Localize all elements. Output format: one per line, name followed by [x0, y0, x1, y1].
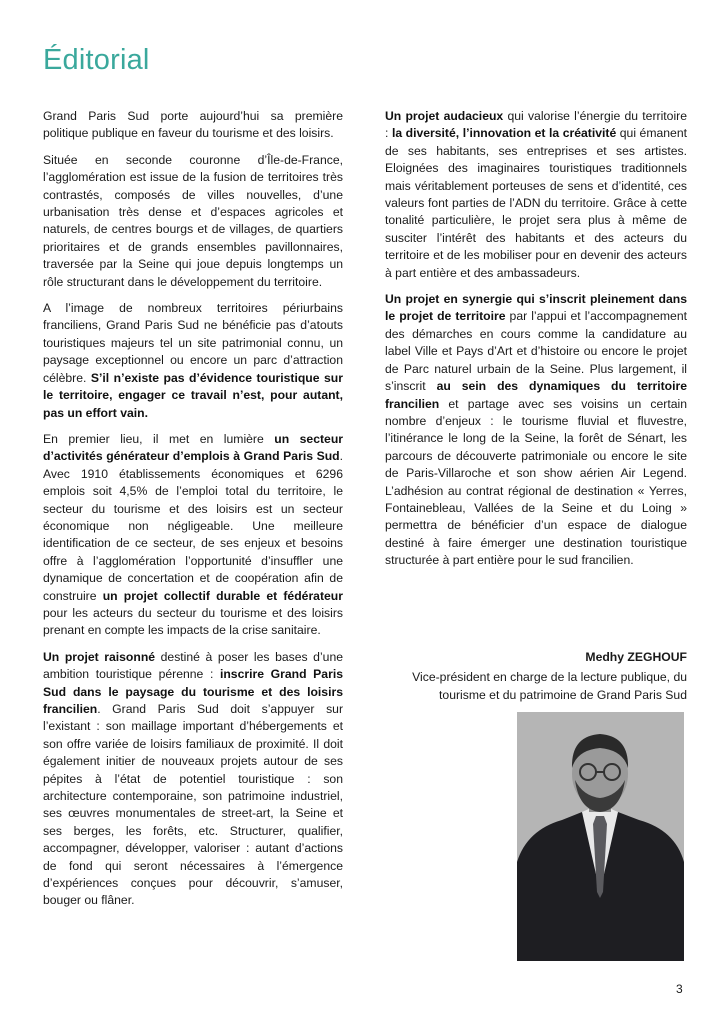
left-column [43, 108, 343, 919]
paragraph: Grand Paris Sud porte aujourd’hui sa première politique publique en faveur du tourisme et des loisirs. [43, 109, 343, 141]
signature-block [385, 648, 687, 704]
page-title: Éditorial [43, 44, 150, 76]
paragraph: Un projet raisonné destiné à poser les bases d’une ambition touristique pérenne : inscrire Grand Paris Sud dans le paysage du tourisme et des loisirs francilien. Grand Paris Sud doit s’appuyer sur l’existant : son maillage important d’hébergements et son offre variée de loisirs familiaux de proximité. Il doit également initier de nouveaux projets autour de ses pépites à l’état de potentiel touristique : son architecture contemporaine, son patrimoine industriel, ses œuvres monumentales de street-art, la Seine et ses berges, les forêts, etc. Structurer, qualifier, accompagner, développer, valoriser : autant d’actions de fond qui seront nécessaires à l’émergence d’expériences conçues pour découvrir, s’amuser, bouger ou flâner. [43, 649, 344, 908]
paragraph: Située en seconde couronne d’Île-de-France, l’agglomération est issue de la fusion de territoires très contrastés, composés de villes nouvelles, d’une urbanisation très dense et d’espaces agricoles et naturels, de centres bourgs et de villages, de quartiers prioritaires et de grands ensembles pavillonnaires, traversée par la Seine qui joue depuis longtemps un rôle structurant dans le développement du territoire. [43, 152, 343, 289]
page-number: 3 [676, 982, 683, 996]
portrait-photo [517, 712, 684, 961]
signature-role-line-2: tourisme et du patrimoine de Grand Paris Sud [439, 688, 687, 702]
signature-name: Medhy ZEGHOUF [585, 650, 687, 664]
paragraph: Un projet en synergie qui s’inscrit pleinement dans le projet de territoire par l’appui et l’accompagnement des démarches en cours comme la candidature au label Ville et Pays d’Art et d’histoire ou encore le projet de Parc naturel urbain de la Seine. Plus largement, il s’inscrit au sein des dynamiques du territoire francilien et partage avec ses voisins un certain nombre d’enjeux : le tourisme fluvial et fluvestre, l’itinérance le long de la Seine, la forêt de Sénart, les parcours de découverte patrimoniale ou encore le site de Paris-Villaroche et son show aérien Air Legend. L’adhésion au contrat régional de destination « Yerres, Fontainebleau, Vallées de la Seine et du Loing » permettra de bénéficier d’un espace de dialogue destiné à faire émerger une destination touristique structurée à part entière pour le sud francilien. [385, 292, 688, 568]
paragraph: A l’image de nombreux territoires périurbains franciliens, Grand Paris Sud ne bénéficie pas d’atouts touristiques majeurs tel un site patrimonial connu, un paysage exceptionnel ou encore un parc d’attraction célèbre. S’il n’existe pas d’évidence touristique sur le territoire, engager ce travail n’est, pour autant, pas un effort vain. [43, 301, 343, 420]
paragraph: En premier lieu, il met en lumière un secteur d’activités générateur d’emplois à Grand Paris Sud. Avec 1910 établissements économiques et 6296 emplois soit 4,5% de l’emploi total du territoire, le secteur du tourisme et des loisirs est un secteur économique non négligeable. Une meilleure identification de ce secteur, de ses enjeux et besoins offre à l’agglomération l’opportunité d’insuffler une dynamique de concertation et de coopération afin de construire un projet collectif durable et fédérateur pour les acteurs du secteur du tourisme et des loisirs prenant en compte les impacts de la crise sanitaire. [43, 431, 344, 638]
signature-role-line-1: Vice-président en charge de la lecture publique, du [412, 670, 687, 684]
portrait-image-icon [517, 712, 684, 961]
paragraph: Un projet audacieux qui valorise l’énergie du territoire : la diversité, l’innovation et la créativité qui émanent de ses habitants, ses entreprises et ses artistes. Eloignées des imaginaires touristiques traditionnels mais véritablement porteuses de sens et d’identité, ces valeurs font parties de l’ADN du territoire. Grâce à cette tonalité particulière, le projet sera plus à même de susciter l’intérêt des habitants et des acteurs du territoire et de les mobiliser pour en devenir des acteurs à part entière et des ambassadeurs. [385, 109, 687, 280]
right-column [385, 108, 687, 579]
